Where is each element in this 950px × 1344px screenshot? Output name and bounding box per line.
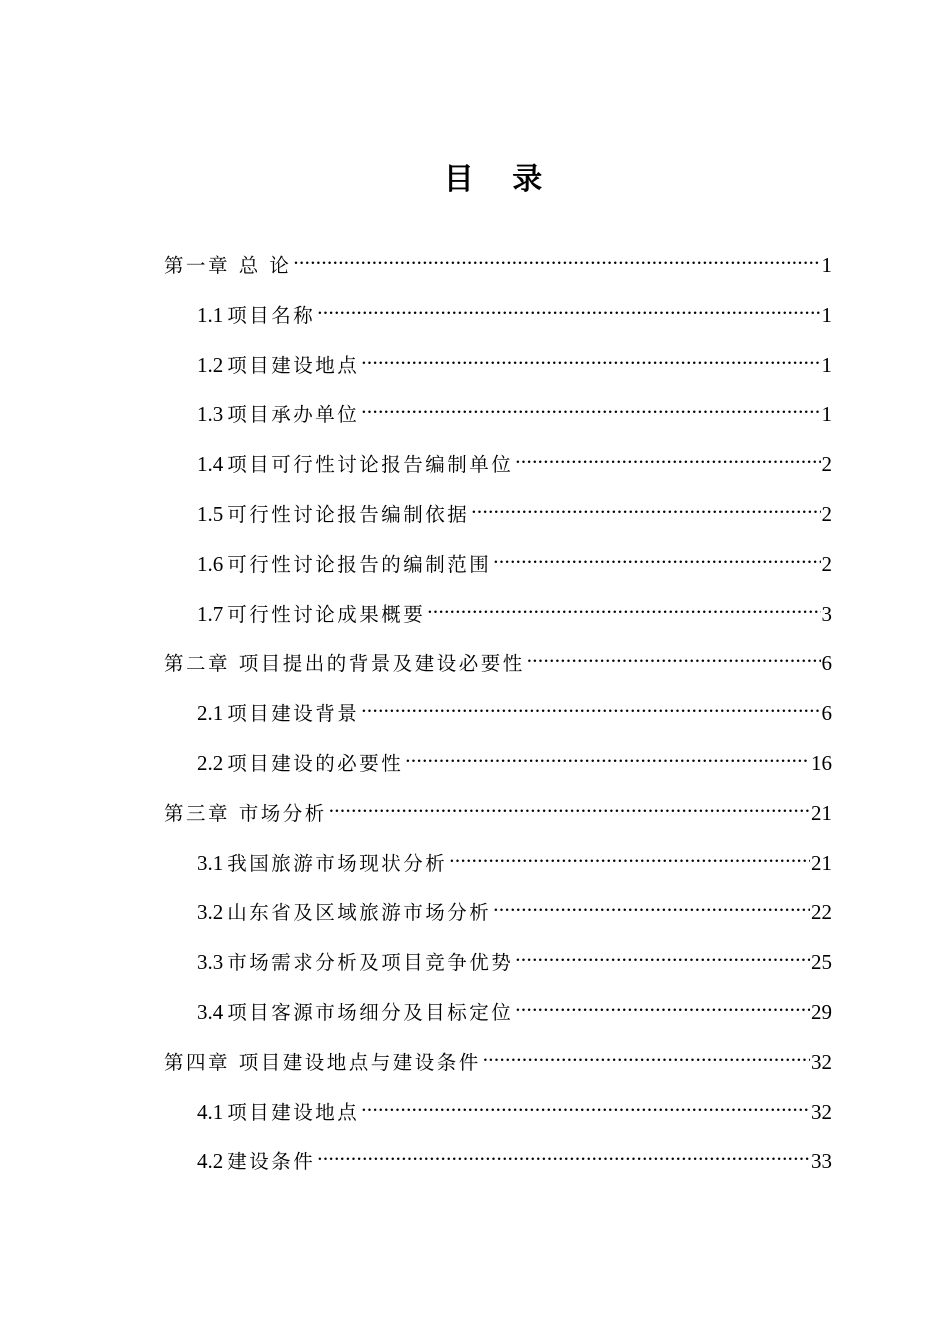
toc-entry-text <box>197 600 425 629</box>
table-of-contents <box>0 234 950 1180</box>
toc-section-entry[interactable] <box>197 1081 832 1131</box>
toc-page-number: 1 <box>821 402 832 427</box>
toc-section-number: 1.4 <box>197 452 224 477</box>
dot-leader <box>361 344 820 372</box>
toc-entry-text <box>197 1098 359 1127</box>
toc-page-number: 16 <box>811 750 832 775</box>
toc-section-number: 1.5 <box>197 501 224 526</box>
toc-entry-text <box>197 301 315 330</box>
toc-page-number: 22 <box>811 900 832 925</box>
toc-entry-text <box>197 400 359 429</box>
toc-page-number: 2 <box>821 551 832 576</box>
toc-entry-label: 我国旅游市场现状分析 <box>227 851 448 875</box>
toc-entry-label: 项目客源市场细分及目标定位 <box>227 1000 514 1024</box>
toc-chapter-entry[interactable] <box>164 1031 832 1081</box>
toc-section-entry[interactable] <box>197 433 832 483</box>
toc-section-number: 1.1 <box>197 302 224 327</box>
toc-entry-text <box>197 898 491 927</box>
toc-page-number: 29 <box>811 999 832 1024</box>
dot-leader <box>515 443 820 471</box>
toc-entry-label: 第一章 总 论 <box>164 254 292 277</box>
toc-section-entry[interactable] <box>197 682 832 732</box>
toc-page-number: 1 <box>821 302 832 327</box>
dot-leader <box>483 1041 810 1069</box>
toc-section-entry[interactable] <box>197 931 832 981</box>
toc-section-number: 2.1 <box>197 701 224 726</box>
toc-section-number: 3.4 <box>197 999 224 1024</box>
toc-section-number: 1.7 <box>197 601 224 626</box>
toc-section-number: 1.3 <box>197 402 224 427</box>
dot-leader <box>361 1091 810 1119</box>
dot-leader <box>493 891 810 919</box>
toc-page-number: 6 <box>821 701 832 726</box>
dot-leader <box>427 593 820 621</box>
toc-page-number: 32 <box>811 1049 832 1074</box>
toc-page-number: 2 <box>821 452 832 477</box>
toc-entry-label: 项目承办单位 <box>227 403 360 427</box>
toc-entry-text <box>164 1049 481 1077</box>
dot-leader <box>471 493 820 521</box>
dot-leader <box>515 941 810 969</box>
toc-page-number: 33 <box>811 1149 832 1174</box>
toc-entry-text <box>164 800 327 828</box>
toc-page-number: 1 <box>821 253 832 277</box>
toc-entry-label: 可行性讨论报告的编制范围 <box>227 552 492 576</box>
toc-entry-text <box>197 948 513 977</box>
toc-section-entry[interactable] <box>197 533 832 583</box>
toc-section-number: 1.2 <box>197 352 224 377</box>
toc-section-number: 1.6 <box>197 551 224 576</box>
toc-chapter-entry[interactable] <box>164 632 832 682</box>
toc-entry-label: 市场需求分析及项目竞争优势 <box>227 951 514 975</box>
dot-leader <box>361 393 820 421</box>
dot-leader <box>527 642 821 670</box>
toc-entry-label: 项目建设的必要性 <box>227 751 404 775</box>
dot-leader <box>361 692 820 720</box>
toc-section-number: 4.2 <box>197 1149 224 1174</box>
toc-entry-text <box>197 450 513 479</box>
toc-section-number: 3.2 <box>197 900 224 925</box>
toc-entry-text <box>197 749 403 778</box>
dot-leader <box>493 543 820 571</box>
dot-leader <box>405 742 810 770</box>
toc-page-number: 3 <box>821 601 832 626</box>
toc-entry-label: 第三章 市场分析 <box>164 801 327 825</box>
toc-entry-label: 第四章 项目建设地点与建设条件 <box>164 1050 481 1074</box>
toc-chapter-entry[interactable] <box>164 234 832 284</box>
dot-leader <box>293 244 820 272</box>
toc-page-number: 2 <box>821 501 832 526</box>
toc-entry-label: 项目可行性讨论报告编制单位 <box>227 453 514 477</box>
toc-entry-label: 项目建设地点 <box>227 1100 360 1124</box>
toc-entry-label: 山东省及区域旅游市场分析 <box>227 901 492 925</box>
dot-leader <box>515 991 810 1019</box>
toc-page-number: 6 <box>821 651 832 676</box>
toc-entry-label: 项目名称 <box>227 303 316 327</box>
toc-chapter-entry[interactable] <box>164 782 832 832</box>
toc-section-entry[interactable] <box>197 732 832 782</box>
toc-page-number: 21 <box>811 850 832 875</box>
toc-page-number: 1 <box>821 352 832 377</box>
toc-title: 目 录 <box>443 162 557 197</box>
dot-leader <box>329 792 810 820</box>
toc-entry-text <box>197 849 447 878</box>
toc-entry-text <box>197 500 469 529</box>
toc-entry-text <box>197 550 491 579</box>
toc-entry-text <box>197 1147 315 1176</box>
toc-section-entry[interactable] <box>197 483 832 533</box>
toc-entry-text <box>197 699 359 728</box>
toc-section-entry[interactable] <box>197 583 832 633</box>
dot-leader <box>317 1140 810 1168</box>
toc-section-entry[interactable] <box>197 334 832 384</box>
toc-entry-label: 可行性讨论报告编制依据 <box>227 502 470 526</box>
toc-entry-text <box>164 650 525 678</box>
toc-section-entry[interactable] <box>197 383 832 433</box>
toc-entry-label: 项目建设背景 <box>227 702 360 726</box>
dot-leader <box>449 842 810 870</box>
toc-page-number: 32 <box>811 1099 832 1124</box>
toc-page-number: 21 <box>811 800 832 825</box>
toc-entry-label: 第二章 项目提出的背景及建设必要性 <box>164 652 525 676</box>
toc-section-number: 2.2 <box>197 750 224 775</box>
toc-entry-label: 建设条件 <box>227 1150 316 1174</box>
toc-entry-text <box>197 351 359 380</box>
toc-entry-text <box>164 252 291 280</box>
toc-entry-text <box>197 998 513 1027</box>
toc-entry-label: 可行性讨论成果概要 <box>227 602 426 626</box>
toc-section-entry[interactable] <box>197 832 832 882</box>
toc-section-entry[interactable] <box>197 881 832 931</box>
toc-section-entry[interactable] <box>197 284 832 334</box>
toc-entry-label: 项目建设地点 <box>227 353 360 377</box>
toc-section-number: 4.1 <box>197 1099 224 1124</box>
toc-page-number: 25 <box>811 950 832 975</box>
toc-section-number: 3.1 <box>197 850 224 875</box>
toc-section-entry[interactable] <box>197 1130 832 1180</box>
toc-section-entry[interactable] <box>197 981 832 1031</box>
dot-leader <box>317 294 820 322</box>
toc-section-number: 3.3 <box>197 950 224 975</box>
